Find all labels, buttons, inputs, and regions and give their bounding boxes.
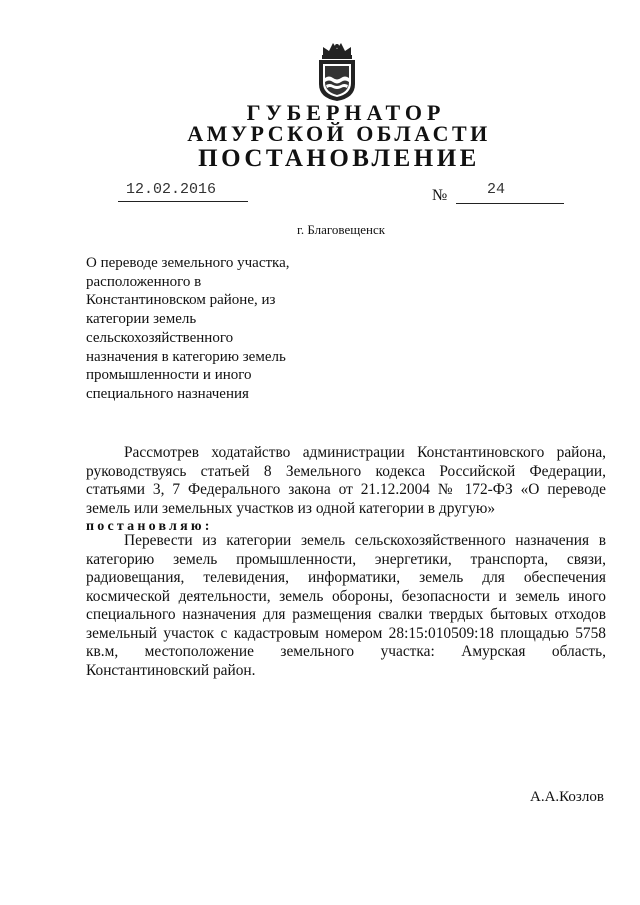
document-number: 24 bbox=[487, 181, 506, 198]
date-underline bbox=[118, 201, 248, 202]
signatory-name: А.А.Козлов bbox=[530, 789, 604, 805]
document-subject: О переводе земельного участка, расположенного в Константиновском районе, из категории земель сельскохозяйственного назначения в категорию земель промышленности и иного специального назначения bbox=[86, 255, 290, 402]
decree-paragraph: Перевести из категории земель сельскохозяйственного назначения в категорию земель промышленности, энергетики, транспорта, связи, радиовещания, телевидения, информатики, земель для обеспечения космической деятельности, земель обороны, безопасности и земель иного специального назначения для размещения свалки твердых бытовых отходов земельный участок с кадастровым номером 28:15:010509:18 площадью 5758 кв.м, местоположение земельного участка: Амурская область, Константиновский район. bbox=[86, 532, 606, 679]
coat-of-arms-icon bbox=[314, 40, 360, 102]
decree-word: постановляю: bbox=[86, 519, 213, 534]
number-underline bbox=[456, 203, 564, 204]
document-date: 12.02.2016 bbox=[126, 181, 217, 198]
number-sign: № bbox=[432, 187, 448, 204]
document-type: ПОСТАНОВЛЕНИЕ bbox=[198, 145, 480, 172]
region-title: АМУРСКОЙ ОБЛАСТИ bbox=[187, 121, 491, 146]
authority-title: ГУБЕРНАТОР bbox=[246, 100, 446, 125]
preamble-paragraph: Рассмотрев ходатайство администрации Константиновского района, руководствуясь статьей 8 Земельного кодекса Российской Федерации, статьями 3, 7 Федерального закона от 21.12.2004 № 172-ФЗ «О переводе земель или земельных участков из одной категории в другую» bbox=[86, 444, 606, 517]
city-name: г. Благовещенск bbox=[297, 222, 386, 237]
